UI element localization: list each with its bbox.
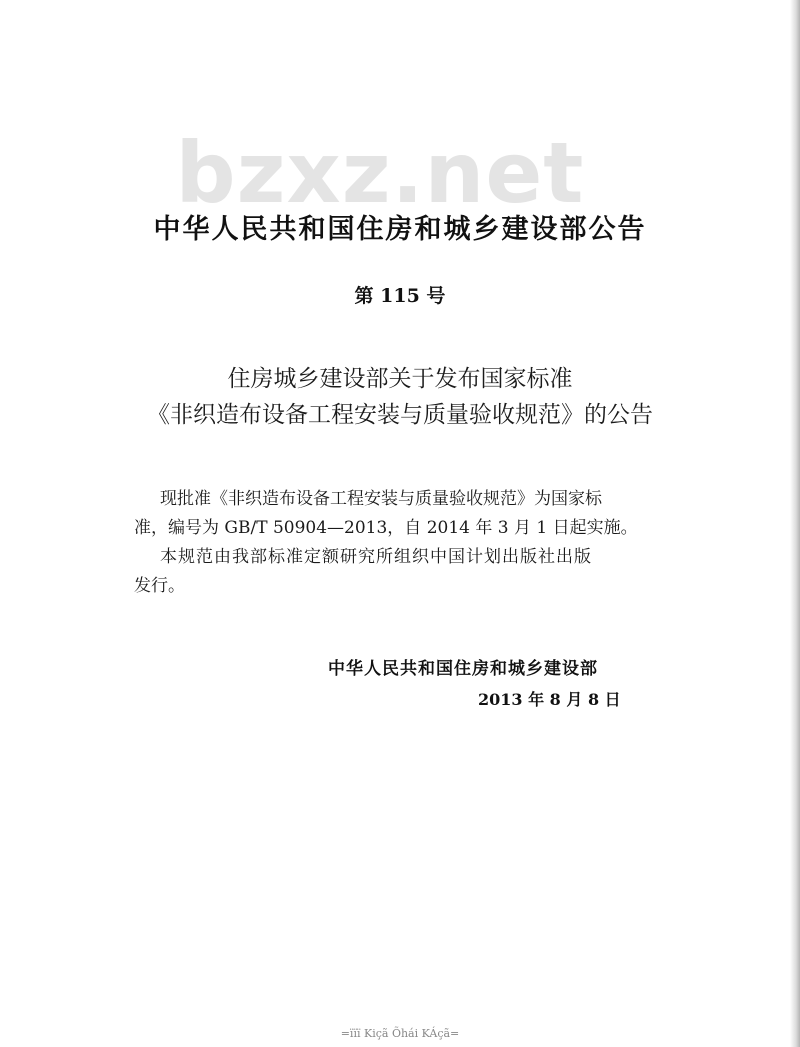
page-edge-shadow [790, 0, 800, 1047]
body-paragraph-1-line-1: 现批准《非织造布设备工程安装与质量验收规范》为国家标 [160, 489, 602, 509]
signer: 中华人民共和国住房和城乡建设部 [328, 659, 598, 679]
body-paragraph-1-line-2: 准，编号为 GB/T 50904—2013，自 2014 年 3 月 1 日起实施。 [134, 518, 638, 538]
page-footer: =ïïï Kiçã Õhái KÁçã= [340, 1027, 460, 1040]
subtitle-line-1: 住房城乡建设部关于发布国家标准 [227, 366, 573, 392]
subtitle-line-2: 《非织造布设备工程安装与质量验收规范》的公告 [147, 402, 653, 428]
announcement-number: 第 115 号 [354, 285, 446, 307]
issuer-title: 中华人民共和国住房和城乡建设部公告 [153, 214, 647, 245]
issue-date: 2013 年 8 月 8 日 [478, 690, 621, 709]
watermark: bzxz.net [175, 124, 585, 222]
body-paragraph-2-line-1: 本规范由我部标准定额研究所组织中国计划出版社出版 [160, 547, 592, 567]
body-paragraph-2-line-2: 发行。 [134, 576, 185, 596]
